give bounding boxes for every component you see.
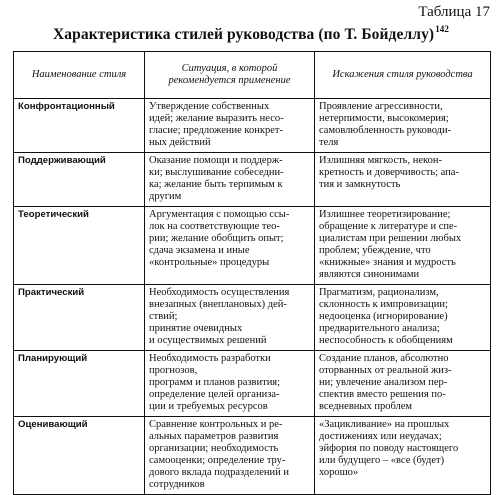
footnote-reference: 142 (435, 24, 449, 34)
header-style-name: Наименование стиля (14, 52, 145, 99)
style-name: Оценивающий (14, 417, 145, 495)
table-number: Таблица 17 (418, 4, 490, 20)
distortions-cell: Создание планов, абсолютно оторванных от реальной жиз- ни; увлечение анализом пер- спектив вместо решения по- вседневных проблем (315, 351, 491, 417)
header-distortions: Искажения стиля руководства (315, 52, 491, 99)
table-row (14, 285, 491, 351)
situation-cell: Сравнение контрольных и ре- альных параметров развития организации; необходимость самооценки; определение тру- дового вклада подразделений и сотрудников (145, 417, 315, 495)
style-name: Поддерживающий (14, 153, 145, 207)
distortions-cell: Прагматизм, рационализм, склонность к импровизации; недооценка (игнорирование) предварительного анализа; неспособность к обобщениям (315, 285, 491, 351)
situation-cell: Необходимость осуществления внезапных (внеплановых) дей- ствий; принятие очевидных и осуществимых решений (145, 285, 315, 351)
table-row (14, 207, 491, 285)
style-name: Планирующий (14, 351, 145, 417)
table-row (14, 417, 491, 495)
table-title (0, 24, 502, 44)
distortions-cell: Проявление агрессивности, нетерпимости, высокомерия; самовлюбленность руководи- теля (315, 99, 491, 153)
distortions-cell: Излишнее теоретизирование; обращение к литературе и спе- циалистам при решении любых проблем; убеждение, что «книжные» знания и мудрость являются синонимами (315, 207, 491, 285)
situation-cell: Утверждение собственных идей; желание выразить несо- гласие; предложение конкрет- ных действий (145, 99, 315, 153)
style-name: Конфронтационный (14, 99, 145, 153)
header-row (14, 52, 491, 99)
table-row (14, 351, 491, 417)
distortions-cell: «Зацикливание» на прошлых достижениях или неудачах; эйфория по поводу настоящего или будущего – «все (будет) хорошо» (315, 417, 491, 495)
leadership-styles-table (13, 51, 491, 495)
table-row (14, 99, 491, 153)
situation-cell: Аргументация с помощью ссы- лок на соответствующие тео- рии; желание обобщить опыт; сдача экзамена и иные «контрольные» процедуры (145, 207, 315, 285)
table-title-text: Характеристика стилей руководства (по Т. Бойделлу) (52, 26, 435, 43)
table-row (14, 153, 491, 207)
style-name: Практический (14, 285, 145, 351)
distortions-cell: Излишняя мягкость, некон- кретность и доверчивость; апа- тия и замкнутость (315, 153, 491, 207)
header-situation: Ситуация, в которой рекомендуется применение (145, 52, 315, 99)
situation-cell: Необходимость разработки прогнозов, программ и планов развития; определение целей организа- ции и требуемых ресурсов (145, 351, 315, 417)
style-name: Теоретический (14, 207, 145, 285)
situation-cell: Оказание помощи и поддерж- ки; выслушивание собеседни- ка; желание быть терпимым к другим (145, 153, 315, 207)
